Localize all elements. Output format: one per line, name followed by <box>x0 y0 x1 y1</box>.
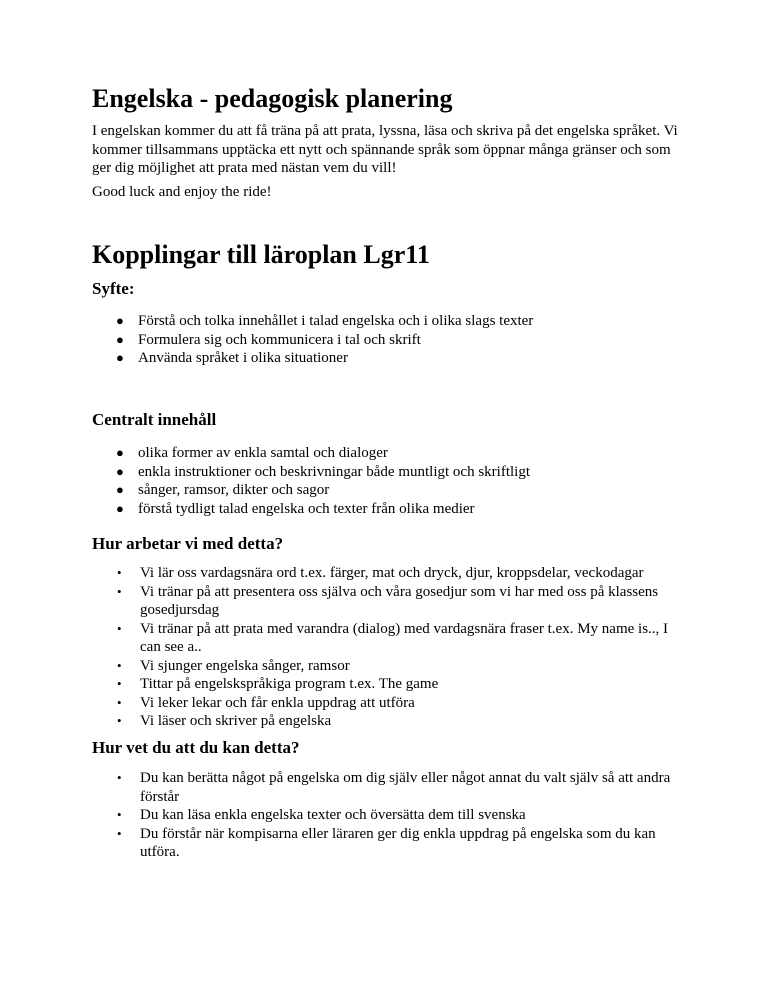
bullet-icon: ● <box>116 445 124 460</box>
list-item: ● enkla instruktioner och beskrivningar både muntligt och skriftligt <box>116 463 530 480</box>
kan-list <box>117 769 676 862</box>
page-title: Engelska - pedagogisk planering <box>92 84 453 113</box>
bullet-icon: • <box>117 713 122 728</box>
list-item: ● Formulera sig och kommunicera i tal och skrift <box>116 331 421 348</box>
list-item: • Tittar på engelskspråkiga program t.ex. The game <box>117 676 439 692</box>
bullet-icon: • <box>117 694 122 710</box>
list-item: • Vi tränar på att prata med varandra (dialog) med vardagsnära fraser t.ex. My name is.., I can see a.. <box>117 620 669 655</box>
list-item: • Vi sjunger engelska sånger, ramsor <box>117 657 350 674</box>
centralt-list <box>116 444 678 518</box>
list-item: ● förstå tydligt talad engelska och texter från olika medier <box>116 500 475 517</box>
centralt-heading: Centralt innehåll <box>92 410 217 429</box>
bullet-icon: • <box>117 676 122 691</box>
greeting-text: Good luck and enjoy the ride! <box>92 184 272 200</box>
list-item: • Du kan berätta något på engelska om dig själv eller något annat du valt själv så att andra förstår <box>117 770 671 805</box>
list-item: • Du kan läsa enkla engelska texter och översätta dem till svenska <box>117 807 526 823</box>
arbetar-list <box>117 564 676 731</box>
list-item: • Vi tränar på att presentera oss själva och våra gosedjur som vi har med oss på klassens gosedjursdag <box>117 583 659 618</box>
list-item: ● Använda språket i olika situationer <box>116 350 348 366</box>
bullet-icon: • <box>117 825 122 841</box>
list-item: ● sånger, ramsor, dikter och sagor <box>116 482 330 498</box>
kan-heading: Hur vet du att du kan detta? <box>92 738 300 757</box>
arbetar-heading: Hur arbetar vi med detta? <box>92 534 284 553</box>
list-item: • Vi leker lekar och får enkla uppdrag att utföra <box>117 694 415 711</box>
section-title: Kopplingar till läroplan Lgr11 <box>92 240 430 269</box>
bullet-icon: ● <box>116 482 124 497</box>
bullet-icon: • <box>117 657 122 673</box>
bullet-icon: • <box>117 807 122 822</box>
bullet-icon: • <box>117 583 122 599</box>
list-item: • Du förstår när kompisarna eller läraren ger dig enkla uppdrag på engelska som du kan utföra. <box>117 825 656 860</box>
list-item: ● Förstå och tolka innehållet i talad engelska och i olika slags texter <box>116 313 534 329</box>
intro-paragraph: I engelskan kommer du att få träna på att prata, lyssna, läsa och skriva på det engelska språket. Vi kommer tillsammans upptäcka ett nytt och spännande språk som öppnar många gränser och som ger dig möjlighet att prata med nästan vem du vill! <box>92 123 678 176</box>
bullet-icon: ● <box>116 350 124 365</box>
list-item: • Vi läser och skriver på engelska <box>117 713 332 729</box>
bullet-icon: ● <box>116 331 124 347</box>
bullet-icon: ● <box>116 313 124 328</box>
bullet-icon: • <box>117 770 122 785</box>
list-item: • Vi lär oss vardagsnära ord t.ex. färger, mat och dryck, djur, kroppsdelar, veckodagar <box>117 565 644 581</box>
syfte-heading: Syfte: <box>92 279 135 298</box>
bullet-icon: ● <box>116 500 124 516</box>
list-item: ● olika former av enkla samtal och dialoger <box>116 445 388 461</box>
bullet-icon: • <box>117 565 122 580</box>
bullet-icon: • <box>117 620 122 636</box>
syfte-list <box>116 312 678 368</box>
bullet-icon: ● <box>116 463 124 479</box>
